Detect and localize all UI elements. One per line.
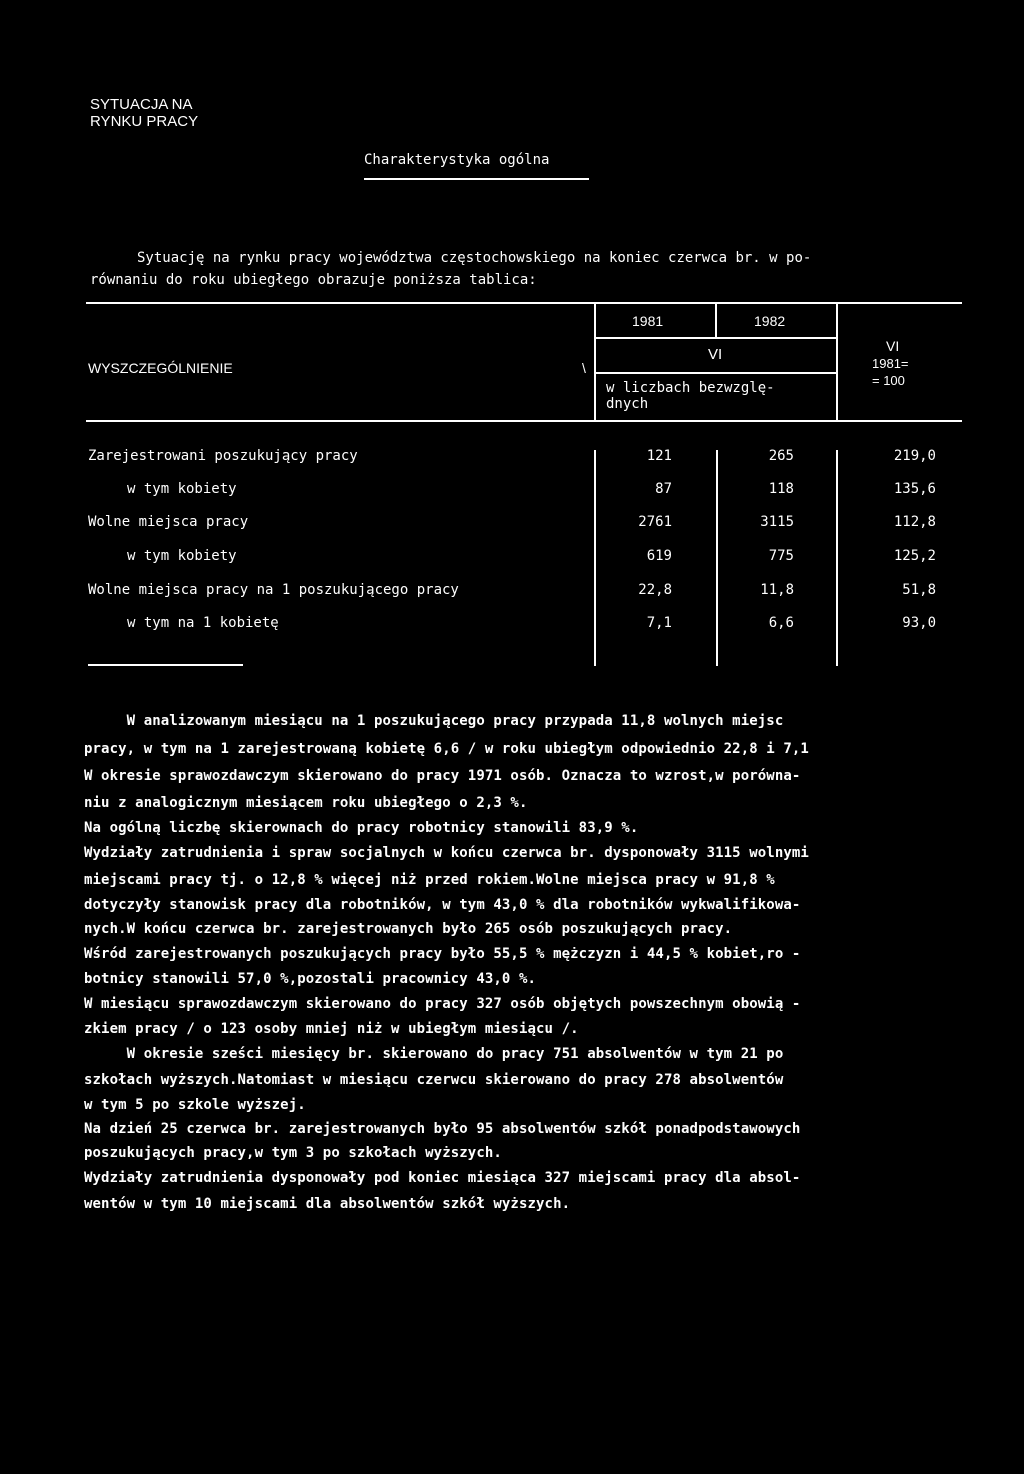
- cell-1981: 87: [655, 481, 672, 497]
- cell-1981: 7,1: [646, 615, 672, 631]
- section-label: RYNKU PRACY: [90, 113, 199, 130]
- text-line: w tym 5 po szkole wyższej.: [84, 1097, 306, 1113]
- text-line: Wśród zarejestrowanych poszukujących pracy było 55,5 % mężczyzn i 44,5 % kobiet,ro -: [84, 946, 801, 962]
- cell-1981: 619: [646, 548, 672, 564]
- text-line: niu z analogicznym miesiącem roku ubiegłego o 2,3 %.: [84, 795, 528, 811]
- column-rule: [836, 302, 838, 420]
- text-line: Wydziały zatrudnienia dysponowały pod koniec miesiąca 327 miejscami pracy dla absol-: [84, 1170, 801, 1186]
- cell-1982: 265: [768, 448, 794, 464]
- cell-1982: 11,8: [760, 582, 794, 598]
- cell-1981: 121: [646, 448, 672, 464]
- cell-1982: 6,6: [768, 615, 794, 631]
- text-line: W miesiącu sprawozdawczym skierowano do pracy 327 osób objętych powszechnym obowią -: [84, 996, 801, 1012]
- row-label: w tym kobiety: [127, 548, 237, 564]
- text-line: W okresie sprawozdawczym skierowano do pracy 1971 osób. Oznacza to wzrost,w porówna-: [84, 768, 801, 784]
- text-line: nych.W końcu czerwca br. zarejestrowanych było 265 osób poszukujących pracy.: [84, 921, 733, 937]
- text-line: miejscami pracy tj. o 12,8 % więcej niż przed rokiem.Wolne miejsca pracy w 91,8 %: [84, 872, 775, 888]
- intro-line: równaniu do roku ubiegłego obrazuje poniższa tablica:: [90, 272, 537, 288]
- text-line: zkiem pracy / o 123 osoby mniej niż w ubiegłym miesiącu /.: [84, 1021, 579, 1037]
- intro-line: Sytuację na rynku pracy województwa częstochowskiego na koniec czerwca br. w po-: [137, 250, 812, 266]
- cell-1982: 775: [768, 548, 794, 564]
- cell-index: 51,8: [902, 582, 936, 598]
- text-line: pracy, w tym na 1 zarejestrowaną kobietę 6,6 / w roku ubiegłym odpowiednio 22,8 i 7,1: [84, 741, 809, 757]
- cell-index: 112,8: [893, 514, 936, 530]
- cell-index: 93,0: [902, 615, 936, 631]
- column-header-index: = 100: [872, 373, 905, 388]
- text-line: W okresie sześci miesięcy br. skierowano do pracy 751 absolwentów w tym 21 po: [84, 1046, 784, 1062]
- text-line: Na ogólną liczbę skierownach do pracy robotnicy stanowili 83,9 %.: [84, 820, 639, 836]
- text-line: Wydziały zatrudnienia i spraw socjalnych w końcu czerwca br. dysponowały 3115 wolnymi: [84, 845, 809, 861]
- table-header-rule: [86, 420, 962, 422]
- column-header-absolute: w liczbach bezwzglę-: [606, 380, 775, 396]
- title-underline: [364, 178, 589, 180]
- cell-1981: 2761: [638, 514, 672, 530]
- row-label: Zarejestrowani poszukujący pracy: [88, 448, 358, 464]
- column-rule: [594, 302, 596, 420]
- page-title: Charakterystyka ogólna: [364, 152, 550, 168]
- cell-1982: 118: [768, 481, 794, 497]
- text-line: szkołach wyższych.Natomiast w miesiącu czerwcu skierowano do pracy 278 absolwentów: [84, 1072, 784, 1088]
- section-label: SYTUACJA NA: [90, 96, 193, 113]
- text-line: dotyczyły stanowisk pracy dla robotników, w tym 43,0 % dla robotników wykwalifikowa-: [84, 897, 801, 913]
- cell-index: 125,2: [893, 548, 936, 564]
- column-header-absolute: dnych: [606, 396, 649, 412]
- row-label: Wolne miejsca pracy na 1 poszukującego pracy: [88, 582, 459, 598]
- cell-index: 135,6: [893, 481, 936, 497]
- row-label: w tym na 1 kobietę: [127, 615, 279, 631]
- text-line: Na dzień 25 czerwca br. zarejestrowanych było 95 absolwentów szkół ponadpodstawowych: [84, 1121, 801, 1137]
- month-rule: [594, 372, 836, 374]
- column-header-index: VI: [886, 338, 900, 354]
- cell-1982: 3115: [760, 514, 794, 530]
- column-header-1981: 1981: [632, 313, 664, 329]
- column-header-index: 1981=: [872, 356, 909, 371]
- column-header-1982: 1982: [754, 313, 786, 329]
- text-line: poszukujących pracy,w tym 3 po szkołach wyższych.: [84, 1145, 502, 1161]
- text-line: botnicy stanowili 57,0 %,pozostali pracownicy 43,0 %.: [84, 971, 537, 987]
- footnote-separator: [88, 664, 243, 666]
- column-rule: [836, 450, 838, 666]
- cell-index: 219,0: [893, 448, 936, 464]
- row-label: w tym kobiety: [127, 481, 237, 497]
- table-top-rule: [86, 302, 962, 304]
- text-line: wentów w tym 10 miejscami dla absolwentów szkół wyższych.: [84, 1196, 571, 1212]
- cell-1981: 22,8: [638, 582, 672, 598]
- column-header-label: WYSZCZEGÓLNIENIE: [88, 360, 233, 376]
- row-label: Wolne miejsca pracy: [88, 514, 249, 530]
- text-line: W analizowanym miesiącu na 1 poszukującego pracy przypada 11,8 wolnych miejsc: [84, 713, 784, 729]
- header-tick: \: [582, 360, 586, 376]
- column-rule: [715, 302, 717, 338]
- column-header-month: VI: [708, 346, 723, 363]
